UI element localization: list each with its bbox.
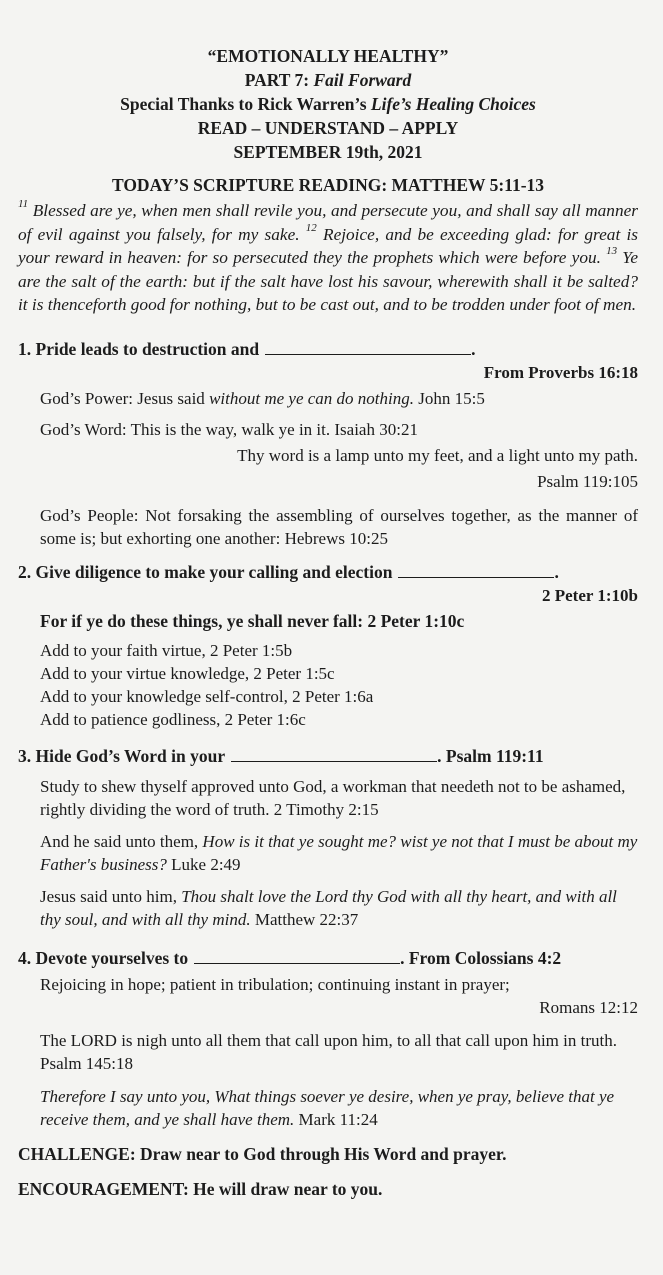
scripture-text: $^{11}$ Blessed are ye, when men shall revile you, and persecute you, and shall say all manner of evil against you falsely, for my sake. $^{12}$ Rejoice, and be exceeding glad: for great is your reward in heaven: for so persecuted they the prophets which were before you. $^{13}$ Ye are the salt of the earth: but if the salt have lost his savour, wherewith shall it be salted? it is thenceforth good for nothing, but to be cast out, and to be trodden under foot of men. [18, 198, 638, 314]
point-1-reference: From Proverbs 16:18 [483, 362, 638, 382]
fill-in-blank [265, 353, 471, 355]
point-4-heading: 4. Devote yourselves to . From Colossians 4:2 [18, 947, 562, 968]
fill-in-blank [194, 962, 400, 964]
timothy-verse: Study to shew thyself approved unto God, a workman that needeth not to be ashamed, rightly dividing the word of truth. 2 Timothy 2:15 [40, 776, 626, 819]
point-2 [18, 561, 638, 731]
encouragement: ENCOURAGEMENT: He will draw near to you. [18, 1178, 383, 1199]
list-item: Add to your virtue knowledge, 2 Peter 1:5c [40, 663, 335, 683]
gods-word-line2: Thy word is a lamp unto my feet, and a light unto my path. [237, 445, 638, 465]
point-4 [18, 947, 638, 1131]
fill-in-blank [398, 576, 554, 578]
list-item: Add to patience godliness, 2 Peter 1:6c [40, 709, 306, 729]
fill-in-blank [231, 760, 437, 762]
scripture-title: TODAY’S SCRIPTURE READING: MATTHEW 5:11-13 [111, 175, 545, 195]
point-3 [18, 745, 638, 931]
list-item: Add to your faith virtue, 2 Peter 1:5b [40, 640, 293, 660]
point-3-heading: 3. Hide God’s Word in your . Psalm 119:11 [18, 745, 544, 766]
psalm-verse: The LORD is nigh unto all them that call upon him, to all that call upon him in truth. Psalm 145:18 [40, 1030, 617, 1073]
mark-verse: Therefore I say unto you, What things soever ye desire, when ye pray, believe that ye receive them, and ye shall have them. Mark 11:24 [40, 1086, 615, 1129]
list-item: Add to your knowledge self-control, 2 Peter 1:6a [40, 686, 374, 706]
matthew-verse: Jesus said unto him, Thou shalt love the Lord thy God with all thy heart, and with all thy soul, and with all thy mind. Matthew 22:37 [40, 886, 617, 929]
luke-verse: And he said unto them, How is it that ye sought me? wist ye not that I must be about my Father's business? Luke 2:49 [40, 831, 638, 874]
point-2-subheading: For if ye do these things, ye shall never fall: 2 Peter 1:10c [40, 610, 465, 631]
sermon-notes-page [18, 44, 638, 1201]
point-2-reference: 2 Peter 1:10b [542, 585, 638, 605]
gods-word: God’s Word: This is the way, walk ye in it. Isaiah 30:21 [40, 419, 418, 439]
motto: READ – UNDERSTAND – APPLY [197, 118, 459, 138]
point-1 [18, 338, 638, 550]
point-2-list [18, 639, 638, 731]
gods-word-ref: Psalm 119:105 [537, 471, 638, 491]
series-title: “EMOTIONALLY HEALTHY” [207, 46, 449, 66]
gods-people: God’s People: Not forsaking the assembling of ourselves together, as the manner of some is; but exhorting one another: Hebrews 10:25 [40, 505, 638, 548]
romans-ref: Romans 12:12 [539, 997, 638, 1017]
challenge: CHALLENGE: Draw near to God through His Word and prayer. [18, 1143, 507, 1164]
romans-verse: Rejoicing in hope; patient in tribulation; continuing instant in prayer; [40, 974, 510, 994]
point-1-heading: 1. Pride leads to destruction and . [18, 338, 476, 359]
sermon-date: SEPTEMBER 19th, 2021 [233, 142, 423, 162]
part-title: PART 7: Fail Forward [244, 70, 412, 90]
sermon-header [18, 44, 638, 164]
point-2-heading: 2. Give diligence to make your calling and election . [18, 561, 559, 582]
credit-line: Special Thanks to Rick Warren’s Life’s Healing Choices [120, 94, 536, 114]
gods-power: God’s Power: Jesus said without me ye can do nothing. John 15:5 [40, 388, 485, 408]
